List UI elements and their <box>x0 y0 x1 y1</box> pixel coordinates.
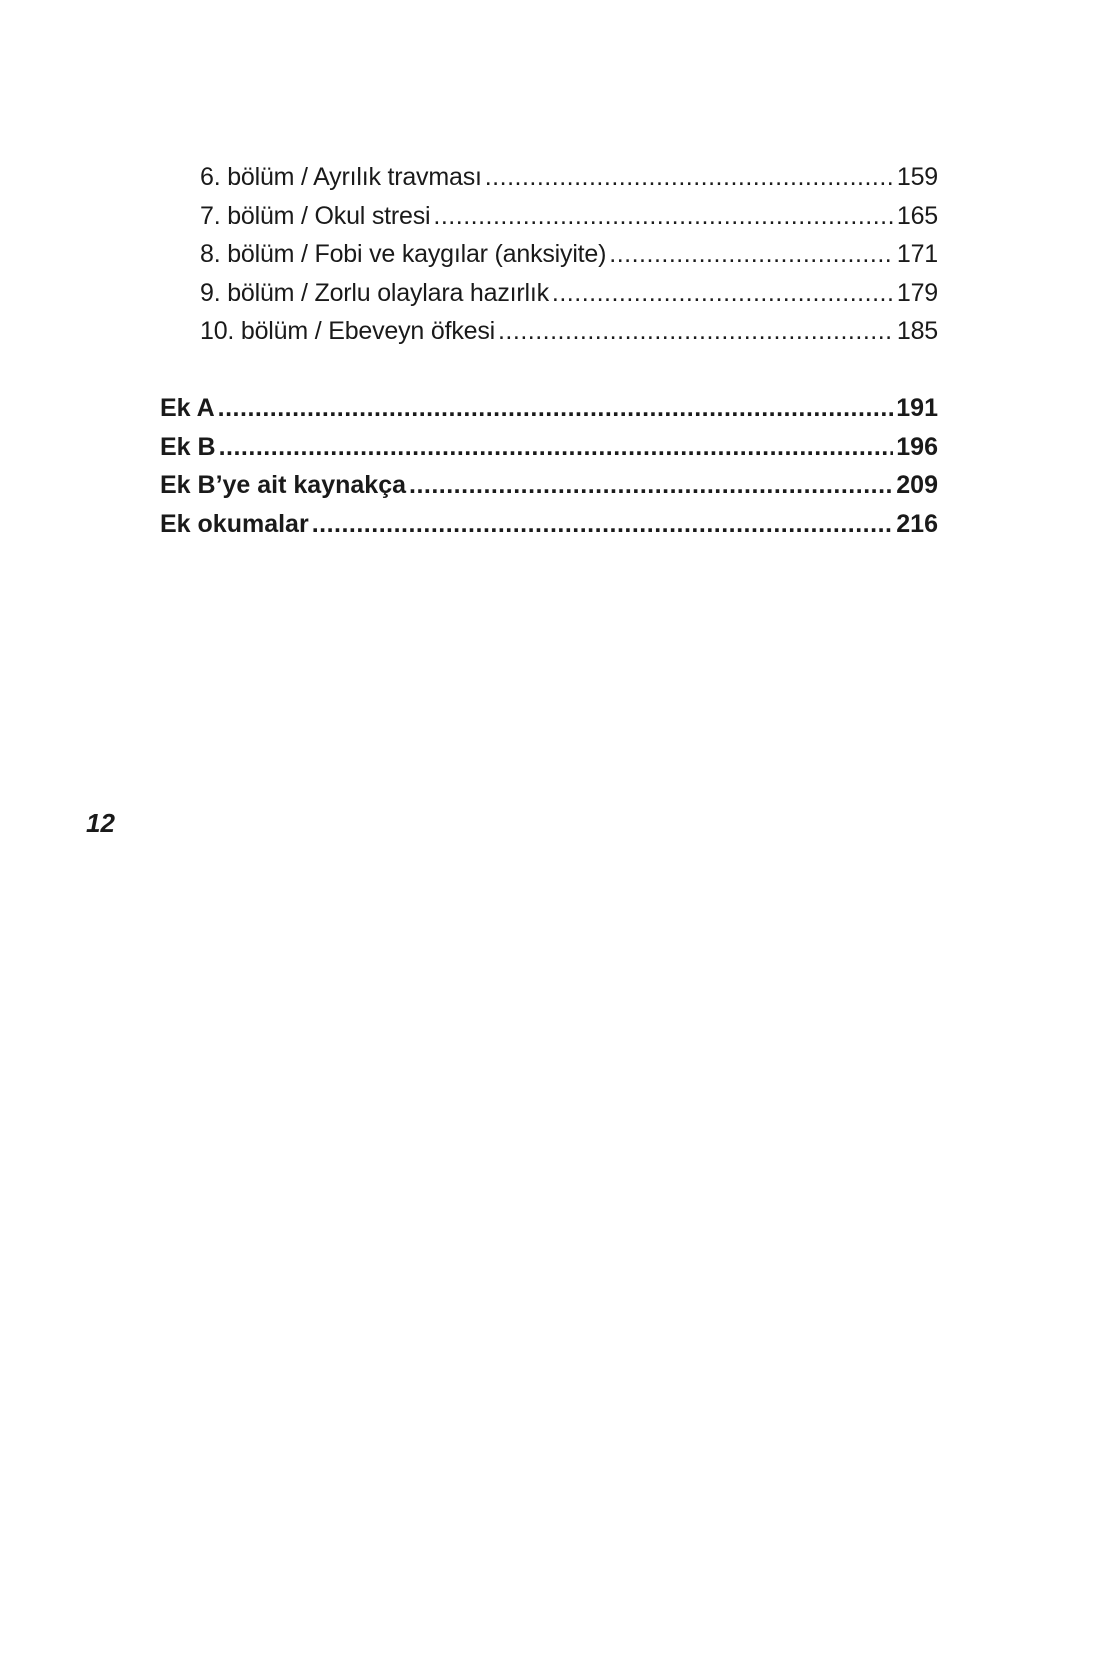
toc-entry-further-reading[interactable] <box>160 505 938 544</box>
toc-entry-chapter-6[interactable] <box>160 158 938 197</box>
toc-entry-label: Ek B <box>160 432 216 461</box>
toc-dot-leader <box>219 428 894 467</box>
toc-entry-page: 209 <box>896 471 938 499</box>
toc-entry-page: 216 <box>896 509 938 538</box>
toc-entry-label: Ek okumalar <box>160 509 309 538</box>
toc-entry-page: 179 <box>896 278 938 307</box>
toc-entry-page: 159 <box>896 163 938 191</box>
toc-dot-leader <box>409 466 893 505</box>
toc-entry-label: 10. bölüm / Ebeveyn öfkesi <box>200 317 495 345</box>
toc-entry-chapter-9[interactable] <box>160 274 938 313</box>
toc-entry-label: Ek B’ye ait kaynakça <box>160 471 406 499</box>
toc-entry-label: Ek A <box>160 394 215 422</box>
toc-entry-page: 171 <box>896 240 938 268</box>
toc-chapter-list <box>160 158 938 351</box>
toc-entry-appendix-b[interactable] <box>160 428 938 467</box>
toc-entry-chapter-10[interactable] <box>160 312 938 351</box>
toc-entry-page: 185 <box>896 317 938 345</box>
toc-entry-page: 196 <box>896 432 938 461</box>
toc-entry-chapter-8[interactable] <box>160 235 938 274</box>
toc-dot-leader <box>609 235 894 274</box>
toc-entry-appendix-a[interactable] <box>160 389 938 428</box>
toc-entry-appendix-b-bibliography[interactable] <box>160 466 938 505</box>
toc-entry-label: 7. bölüm / Okul stresi <box>200 201 431 230</box>
toc-dot-leader <box>312 505 894 544</box>
toc-entry-label: 8. bölüm / Fobi ve kaygılar (anksiyite) <box>200 240 607 268</box>
toc-entry-page: 165 <box>896 201 938 230</box>
toc-dot-leader <box>552 274 894 313</box>
toc-appendix-list <box>160 389 938 543</box>
toc-entry-page: 191 <box>896 394 938 422</box>
page-number: 12 <box>86 808 115 838</box>
toc-dot-leader <box>485 158 894 197</box>
toc-dot-leader <box>433 197 893 236</box>
toc-entry-label: 6. bölüm / Ayrılık travması <box>200 163 482 191</box>
toc-entry-label: 9. bölüm / Zorlu olaylara hazırlık <box>200 278 549 307</box>
toc-dot-leader <box>218 389 894 428</box>
toc-dot-leader <box>498 312 894 351</box>
toc-entry-chapter-7[interactable] <box>160 197 938 236</box>
